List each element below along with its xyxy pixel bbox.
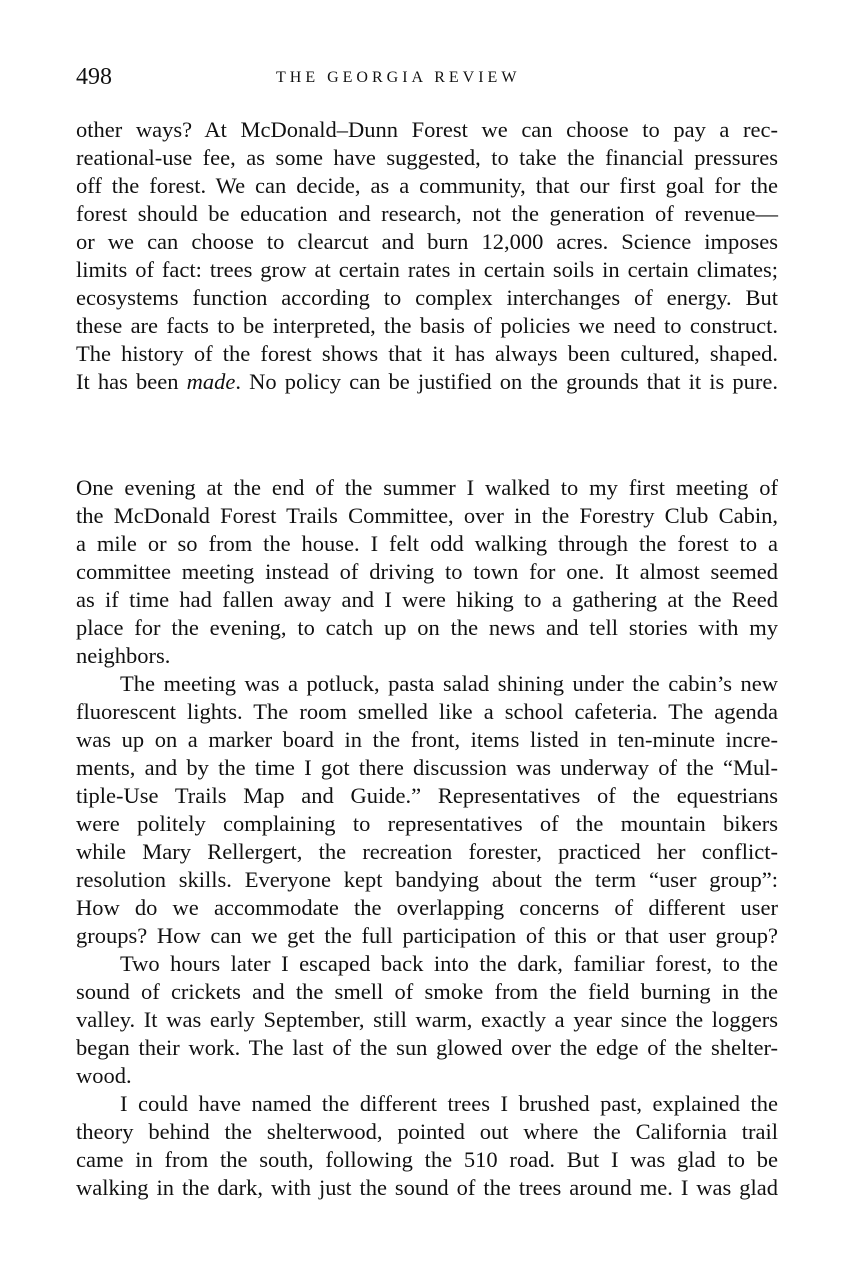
paragraph (76, 474, 778, 670)
text-line: was up on a marker board in the front, items listed in ten-minute incre- (76, 727, 778, 752)
page-number: 498 (76, 64, 112, 90)
text-line: How do we accommodate the overlapping concerns of different user (76, 895, 778, 920)
text-line: place for the evening, to catch up on the news and tell stories with my (76, 615, 778, 640)
paragraph (76, 670, 778, 950)
text-line: a mile or so from the house. I felt odd walking through the forest to a (76, 531, 778, 556)
text-line: One evening at the end of the summer I walked to my first meeting of (76, 475, 778, 500)
text-line: as if time had fallen away and I were hiking to a gathering at the Reed (76, 587, 778, 612)
text-fragment: . No policy can be justified on the grounds that it is pure. (235, 369, 778, 394)
text-line: fluorescent lights. The room smelled like a school cafeteria. The agenda (76, 699, 778, 724)
text-line: ments, and by the time I got there discussion was underway of the “Mul- (76, 755, 778, 780)
text-line: walking in the dark, with just the sound of the trees around me. I was glad (76, 1175, 778, 1200)
text-line: Two hours later I escaped back into the dark, familiar forest, to the (120, 951, 778, 976)
text-line: The meeting was a potluck, pasta salad shining under the cabin’s new (120, 671, 778, 696)
paragraph-continued (76, 116, 778, 396)
text-line: tiple-Use Trails Map and Guide.” Representatives of the equestrians (76, 783, 778, 808)
paragraph (76, 950, 778, 1090)
text-line: began their work. The last of the sun glowed over the edge of the shelter- (76, 1035, 778, 1060)
text-line: or we can choose to clearcut and burn 12,000 acres. Science imposes (76, 229, 778, 254)
text-line: theory behind the shelterwood, pointed out where the California trail (76, 1119, 778, 1144)
text-fragment: It has been (76, 369, 187, 394)
text-line: neighbors. (76, 643, 171, 668)
text-line: while Mary Rellergert, the recreation forester, practiced her conflict- (76, 839, 778, 864)
text-line: The history of the forest shows that it has always been cultured, shaped. (76, 341, 778, 366)
text-line: wood. (76, 1063, 132, 1088)
text-line: sound of crickets and the smell of smoke from the field burning in the (76, 979, 778, 1004)
text-line: came in from the south, following the 510 road. But I was glad to be (76, 1147, 778, 1172)
text-line: these are facts to be interpreted, the basis of policies we need to construct. (76, 313, 778, 338)
running-header (76, 62, 776, 92)
text-line: ecosystems function according to complex interchanges of energy. But (76, 285, 778, 310)
text-line: resolution skills. Everyone kept bandying about the term “user group”: (76, 867, 778, 892)
text-line: valley. It was early September, still warm, exactly a year since the loggers (76, 1007, 778, 1032)
text-line-with-emphasis (76, 368, 778, 396)
text-line: the McDonald Forest Trails Committee, over in the Forestry Club Cabin, (76, 503, 778, 528)
text-line: off the forest. We can decide, as a community, that our first goal for the (76, 173, 778, 198)
section-body (76, 474, 778, 1202)
text-line: I could have named the different trees I brushed past, explained the (120, 1091, 778, 1116)
text-line: groups? How can we get the full participation of this or that user group? (76, 923, 778, 948)
text-line: limits of fact: trees grow at certain rates in certain soils in certain climates; (76, 257, 778, 282)
text-line: were politely complaining to representatives of the mountain bikers (76, 811, 778, 836)
emphasized-word: made (186, 369, 236, 394)
paragraph (76, 1090, 778, 1202)
text-line: committee meeting instead of driving to town for one. It almost seemed (76, 559, 778, 584)
text-line: forest should be education and research, not the generation of revenue— (76, 201, 778, 226)
text-line: other ways? At McDonald–Dunn Forest we can choose to pay a rec- (76, 117, 778, 142)
journal-title: THE GEORGIA REVIEW (276, 69, 521, 86)
text-line: reational-use fee, as some have suggested, to take the financial pressures (76, 145, 778, 170)
